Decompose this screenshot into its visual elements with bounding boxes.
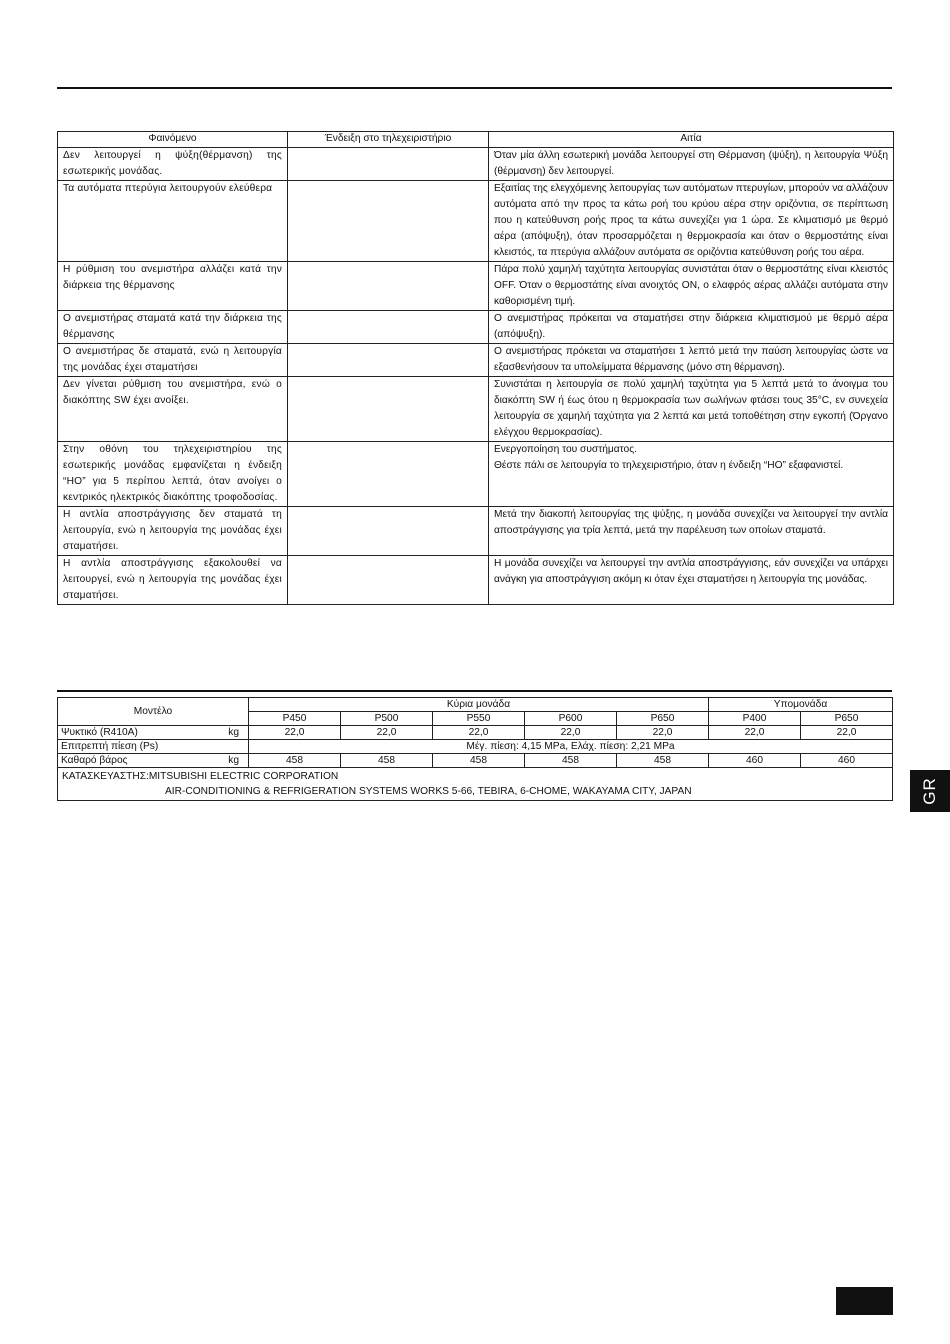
pressure-value: Μέγ. πίεση: 4,15 MPa, Ελάχ. πίεση: 2,21 MPa: [249, 740, 893, 754]
manufacturer-row: [58, 768, 893, 801]
table-row: [58, 148, 894, 181]
display-cell: [288, 377, 489, 442]
symptom-cell: Δεν γίνεται ρύθμιση του ανεμιστήρα, ενώ ο διακόπτης SW έχει ανοίξει.: [58, 377, 288, 442]
symptom-cell: Η αντλία αποστράγγισης εξακολουθεί να λειτουργεί, ενώ η λειτουργία της μονάδας έχει σταματήσει.: [58, 556, 288, 605]
display-cell: [288, 556, 489, 605]
table-row: [58, 507, 894, 556]
refrigerant-value: 22,0: [709, 726, 801, 740]
specifications-table: [57, 697, 893, 801]
model-name: P600: [525, 712, 617, 726]
refrigerant-value: 22,0: [433, 726, 525, 740]
weight-value: 458: [433, 754, 525, 768]
cause-cell: Ο ανεμιστήρας πρόκειται να σταματήσει στην διάρκεια κλιματισμού με θερμό αέρα (απόψυξη).: [489, 311, 894, 344]
manufacturer-cell: [58, 768, 893, 801]
model-name: P500: [341, 712, 433, 726]
cause-cell: Πάρα πολύ χαμηλή ταχύτητα λειτουργίας συνιστάται όταν ο θερμοστάτης είναι κλειστός OFF. Όταν ο θερμοστάτης είναι ανοιχτός ON, ο ελαφρός αέρας αλλάζει αυτόματα στην καθορισμένη τιμή.: [489, 262, 894, 311]
symptom-cell: Τα αυτόματα πτερύγια λειτουργούν ελεύθερα: [58, 181, 288, 262]
cause-cell: Ο ανεμιστήρας πρόκεται να σταματήσει 1 λεπτό μετά την παύση λειτουργίας ώστε να εξασθενήσουν τα υπολείμματα θέρμανσης (μόνο στη θέρμανση).: [489, 344, 894, 377]
cause-cell: Συνιστάται η λειτουργία σε πολύ χαμηλή ταχύτητα για 5 λεπτά μετά το άνοιγμα του διακόπτη SW ή έως ότου η θερμοκρασία των σωλήνων φτάσει τους 35°C, εν συνεχεία λειτουργία σε χαμηλή ταχύτητα για 2 λεπτά και μετά τοποθέτηση στην εγκοπή (Όργανο ελέγχου θερμοκρασίας).: [489, 377, 894, 442]
pressure-label: Επιτρεπτή πίεση (Ps): [58, 740, 249, 754]
symptom-cell: Η αντλία αποστράγγισης δεν σταματά τη λειτουργία, ενώ η λειτουργία της μονάδας έχει σταματήσει.: [58, 507, 288, 556]
cause-cell: Η μονάδα συνεχίζει να λειτουργεί την αντλία αποστράγγισης, εάν συνεχίζει να υπάρχει ανάγκη για αποστράγγιση ακόμη κι όταν έχει σταματήσει η λειτουργία της μονάδας.: [489, 556, 894, 605]
weight-label: [58, 754, 249, 768]
display-cell: [288, 262, 489, 311]
refrigerant-value: 22,0: [525, 726, 617, 740]
refrigerant-value: 22,0: [801, 726, 893, 740]
main-unit-label: Κύρια μονάδα: [249, 698, 709, 712]
refrigerant-row: [58, 726, 893, 740]
top-divider: [57, 87, 892, 89]
weight-value: 460: [709, 754, 801, 768]
display-cell: [288, 181, 489, 262]
model-label: Μοντέλο: [58, 698, 249, 726]
weight-label-text: Καθαρό βάρος: [61, 755, 128, 766]
language-tab: [910, 770, 950, 812]
spec-divider: [57, 690, 892, 692]
manufacturer-address: AIR-CONDITIONING & REFRIGERATION SYSTEMS WORKS 5-66, TEBIRA, 6-CHOME, WAKAYAMA CITY, JAPAN: [165, 786, 692, 797]
display-cell: [288, 311, 489, 344]
symptom-cell: Στην οθόνη του τηλεχειριστηρίου της εσωτερικής μονάδας εμφανίζεται η ένδειξη “HO” για 5 περίπου λεπτά, όταν ανοίγει ο κεντρικός ηλεκτρικός διακόπτης τροφοδοσίας.: [58, 442, 288, 507]
language-tab-label: GR: [920, 777, 939, 805]
header-display: Ένδειξη στο τηλεχειριστήριο: [288, 132, 489, 148]
manufacturer-name: ΚΑΤΑΣΚΕΥΑΣΤΗΣ:MITSUBISHI ELECTRIC CORPORATION: [62, 771, 339, 782]
cause-cell: Ενεργοποίηση του συστήματος. Θέστε πάλι σε λειτουργία το τηλεχειριστήριο, όταν η ένδειξη “HO” εξαφανιστεί.: [489, 442, 894, 507]
display-cell: [288, 148, 489, 181]
table-header-row: [58, 132, 894, 148]
cause-cell: Μετά την διακοπή λειτουργίας της ψύξης, η μονάδα συνεχίζει να λειτουργεί την αντλία αποστράγγισης για τρία λεπτά, μετά την παρέλευση των οποίων σταματά.: [489, 507, 894, 556]
symptom-cell: Η ρύθμιση του ανεμιστήρα αλλάζει κατά την διάρκεια της θέρμανσης: [58, 262, 288, 311]
refrigerant-value: 22,0: [249, 726, 341, 740]
display-cell: [288, 442, 489, 507]
weight-value: 458: [525, 754, 617, 768]
troubleshooting-table: [57, 131, 894, 605]
table-row: [58, 262, 894, 311]
table-row: [58, 377, 894, 442]
model-name: P550: [433, 712, 525, 726]
weight-row: [58, 754, 893, 768]
weight-unit: kg: [228, 755, 239, 766]
model-name: P650: [801, 712, 893, 726]
display-cell: [288, 507, 489, 556]
cause-cell: Εξαιτίας της ελεγχόμενης λειτουργίας των αυτόματων πτερυγίων, μπορούν να αλλάζουν αυτόματα από την προς τα κάτω ροή του κρύου αέρα στην οριζόντια, σε περίπτωση που η κατεύθυνση ροής προς τα κάτω συνεχίζει για 1 ώρα. Σε κλιματισμό με θερμό αέρα (απόψυξη), όταν προσαρμόζεται η θερμοκρασία και όταν ο θερμοστάτης είναι κλειστός, τα πτερύγια αλλάζουν αυτόματα σε οριζόντια κατεύθυνση ροής του αέρα.: [489, 181, 894, 262]
symptom-cell: Ο ανεμιστήρας σταματά κατά την διάρκεια της θέρμανσης: [58, 311, 288, 344]
symptom-cell: Ο ανεμιστήρας δε σταματά, ενώ η λειτουργία της μονάδας έχει σταματήσει: [58, 344, 288, 377]
table-row: [58, 311, 894, 344]
spec-header-row: [58, 698, 893, 712]
weight-value: 458: [341, 754, 433, 768]
model-name: P400: [709, 712, 801, 726]
model-name: P650: [617, 712, 709, 726]
table-row: [58, 556, 894, 605]
sub-unit-label: Υπομονάδα: [709, 698, 893, 712]
refrigerant-label-text: Ψυκτικό (R410A): [61, 727, 138, 738]
table-row: [58, 344, 894, 377]
header-symptom: Φαινόμενο: [58, 132, 288, 148]
symptom-cell: Δεν λειτουργεί η ψύξη(θέρμανση) της εσωτερικής μονάδας.: [58, 148, 288, 181]
refrigerant-value: 22,0: [341, 726, 433, 740]
table-row: [58, 442, 894, 507]
table-row: [58, 181, 894, 262]
refrigerant-value: 22,0: [617, 726, 709, 740]
model-name: P450: [249, 712, 341, 726]
display-cell: [288, 344, 489, 377]
pressure-row: [58, 740, 893, 754]
cause-cell: Όταν μία άλλη εσωτερική μονάδα λειτουργεί στη Θέρμανση (ψύξη), η λειτουργία Ψύξη (θέρμανση) δεν λειτουργεί.: [489, 148, 894, 181]
page-number-box: [836, 1287, 893, 1315]
header-cause: Αιτία: [489, 132, 894, 148]
refrigerant-label: [58, 726, 249, 740]
weight-value: 458: [249, 754, 341, 768]
weight-value: 458: [617, 754, 709, 768]
refrigerant-unit: kg: [228, 727, 239, 738]
weight-value: 460: [801, 754, 893, 768]
